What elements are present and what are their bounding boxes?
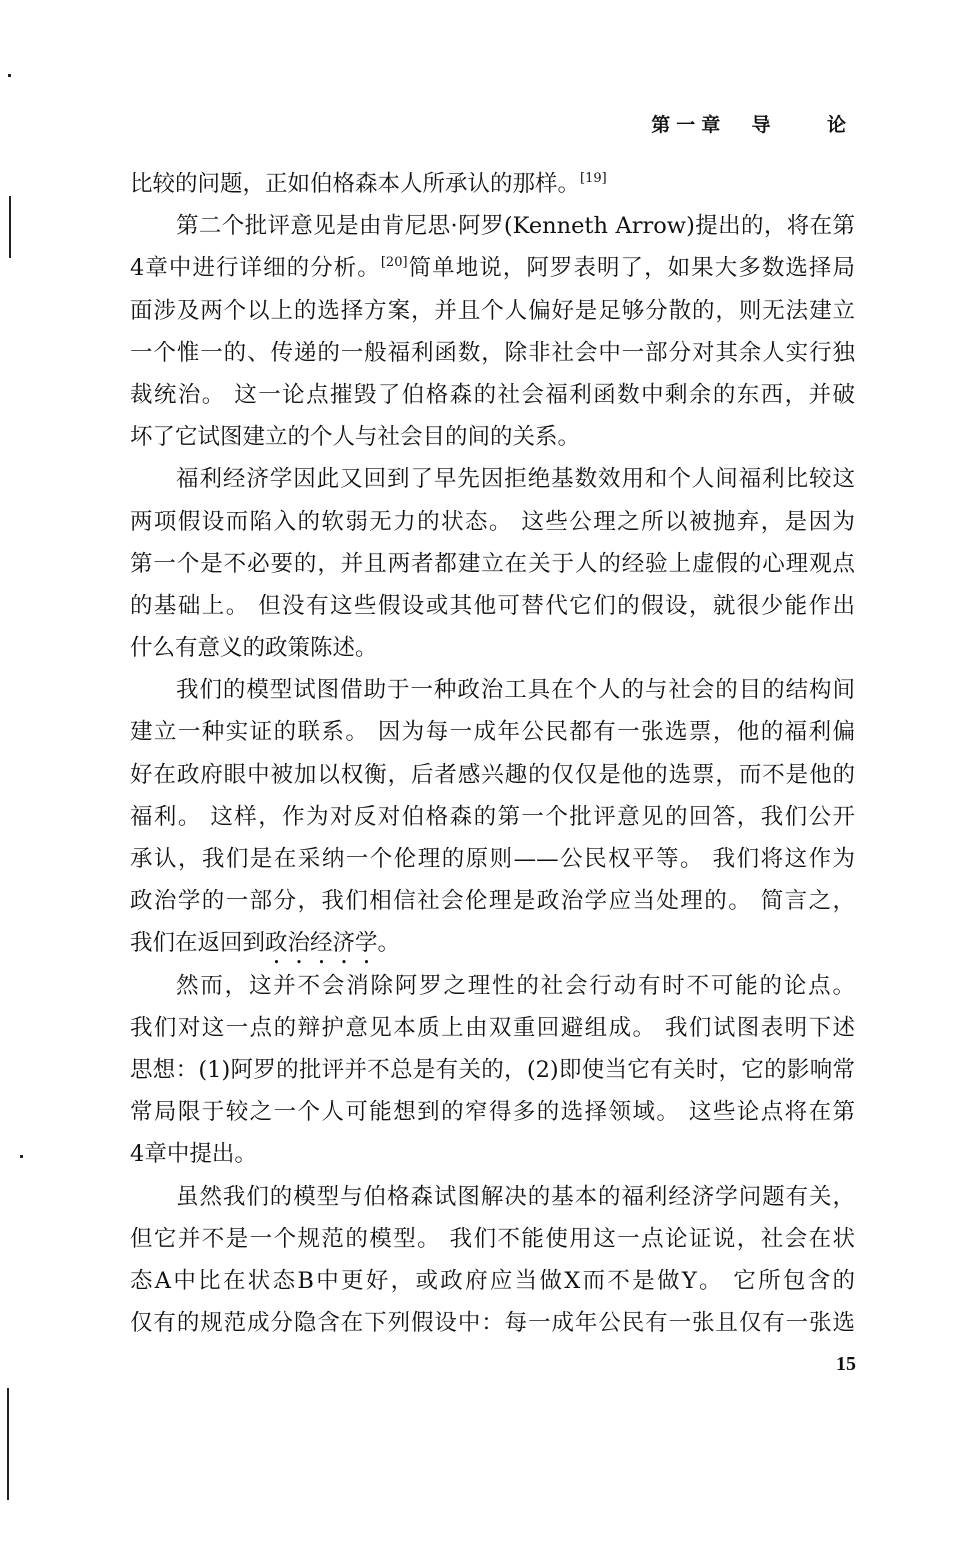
text-line: 然而，这并不会消除阿罗之理性的社会行动有时不可能的论点。	[176, 972, 855, 999]
text-line: 两项假设而陷入的软弱无力的状态。 这些公理之所以被抛弃，是因为	[130, 508, 855, 535]
text-line: 我们的模型试图借助于一种政治工具在个人的与社会的目的结构间	[176, 677, 855, 704]
text-line: 思想：(1)阿罗的批评并不总是有关的，(2)即使当它有关时，它的影响常	[130, 1056, 855, 1083]
text-line: 仅有的规范成分隐含在下列假设中：每一成年公民有一张且仅有一张选	[130, 1310, 855, 1337]
text-line: 虽然我们的模型与伯格森试图解决的基本的福利经济学问题有关，	[176, 1183, 855, 1210]
text-line: 裁统治。 这一论点摧毁了伯格森的社会福利函数中剩余的东西，并破	[130, 381, 855, 408]
text-line: 建立一种实证的联系。 因为每一成年公民都有一张选票，他的福利偏	[130, 719, 855, 746]
margin-mark-bottom-bar	[7, 1388, 9, 1500]
running-header: 第一章 导 论	[651, 114, 852, 136]
emphasized-term: 政治经济学	[265, 930, 378, 957]
text-line: 坏了它试图建立的个人与社会目的间的关系。	[130, 424, 581, 451]
footnote-ref[interactable]: [20]	[380, 255, 408, 271]
text-line: 我们对这一点的辩护意见本质上由双重回避组成。 我们试图表明下述	[130, 1014, 855, 1041]
text-line: 常局限于较之一个人可能想到的窄得多的选择领域。 这些论点将在第	[130, 1099, 855, 1126]
text-line: 福利经济学因此又回到了早先因拒绝基数效用和个人间福利比较这	[176, 466, 855, 493]
margin-mark-mid	[20, 1155, 23, 1158]
text-line: 承认，我们是在采纳一个伦理的原则——公民权平等。 我们将这作为	[130, 846, 855, 872]
text-line: 的基础上。 但没有这些假设或其他可替代它们的假设，就很少能作出	[130, 592, 855, 619]
text-line: 第一个是不必要的，并且两者都建立在关于人的经验上虚假的心理观点	[130, 550, 855, 577]
text-line: 4章中进行详细的分析。[20]简单地说，阿罗表明了，如果大多数选择局	[130, 255, 855, 282]
margin-mark-top	[8, 74, 11, 77]
margin-mark-left-bar	[9, 196, 11, 258]
text-line: 我们在返回到政治经济学。	[130, 930, 401, 957]
text-line: 政治学的一部分，我们相信社会伦理是政治学应当处理的。 简言之，	[130, 888, 855, 915]
footnote-ref[interactable]: [19]	[580, 171, 607, 186]
page-number: 15	[836, 1353, 856, 1375]
text-line: 比较的问题，正如伯格森本人所承认的那样。[19]	[130, 171, 607, 197]
text-line: 一个惟一的、传递的一般福利函数，除非社会中一部分对其余人实行独	[130, 339, 855, 366]
text-line: 什么有意义的政策陈述。	[130, 635, 378, 662]
text-line: 态A中比在状态B中更好，或政府应当做X而不是做Y。 它所包含的	[130, 1267, 855, 1294]
text-line: 4章中提出。	[130, 1141, 257, 1168]
text-line: 面涉及两个以上的选择方案，并且个人偏好是足够分散的，则无法建立	[130, 297, 855, 324]
text-line: 福利。 这样，作为对反对伯格森的第一个批评意见的回答，我们公开	[130, 803, 855, 830]
text-line: 第二个批评意见是由肯尼思·阿罗(Kenneth Arrow)提出的，将在第	[176, 213, 855, 240]
body-text	[130, 163, 855, 1344]
text-line: 好在政府眼中被加以权衡，后者感兴趣的仅仅是他的选票，而不是他的	[130, 761, 855, 788]
text-line: 但它并不是一个规范的模型。 我们不能使用这一点论证说，社会在状	[130, 1225, 855, 1252]
